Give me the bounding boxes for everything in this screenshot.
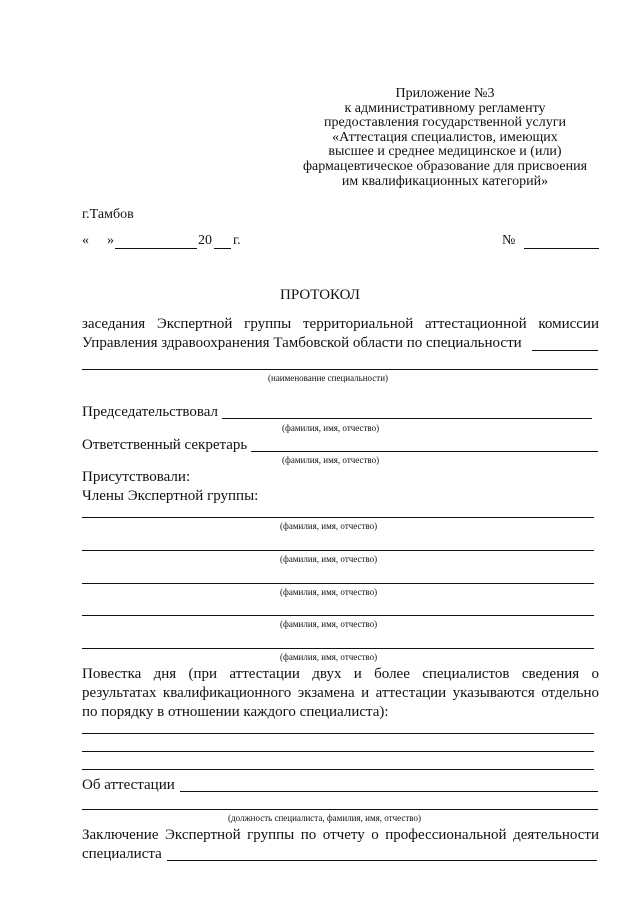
attestation-line[interactable]: [180, 791, 598, 792]
header-line-7: им квалификационных категорий»: [341, 173, 549, 189]
conclusion-line-1: Заключение Экспертной группы по отчету о профессиональной деятельности: [82, 827, 599, 843]
header-line-1: Приложение №3: [395, 86, 495, 101]
attestation-label: Об аттестации: [82, 777, 175, 793]
member-line[interactable]: [82, 615, 594, 616]
conclusion-line[interactable]: [167, 860, 597, 861]
date-open-quote: «: [82, 233, 89, 248]
date-year-suffix: г.: [233, 233, 241, 248]
header-line-5: высшее и среднее медицинское и (или): [328, 144, 562, 160]
members-label: Члены Экспертной группы:: [82, 488, 259, 504]
member-caption: (фамилия, имя, отчество): [280, 652, 378, 662]
member-line[interactable]: [82, 517, 594, 518]
number-sign: №: [502, 233, 516, 248]
agenda-line-3: по порядку в отношении каждого специалиста):: [82, 704, 389, 720]
specialty-short-line[interactable]: [532, 350, 598, 351]
header-line-2: к административному регламенту: [344, 100, 546, 116]
city-label: г.Тамбов: [82, 207, 134, 222]
chairman-line[interactable]: [222, 418, 592, 419]
meeting-line-1: заседания Экспертной группы территориальной аттестационной комиссии: [82, 316, 599, 332]
agenda-answer-line[interactable]: [82, 751, 594, 752]
member-caption: (фамилия, имя, отчество): [280, 521, 378, 531]
member-caption: (фамилия, имя, отчество): [280, 554, 378, 564]
document-title: ПРОТОКОЛ: [280, 287, 360, 303]
conclusion-line-2: специалиста: [82, 846, 162, 862]
member-caption: (фамилия, имя, отчество): [280, 619, 378, 629]
secretary-caption: (фамилия, имя, отчество): [282, 455, 380, 465]
secretary-label: Ответственный секретарь: [82, 437, 248, 453]
member-caption: (фамилия, имя, отчество): [280, 587, 378, 597]
member-line[interactable]: [82, 648, 594, 649]
chairman-caption: (фамилия, имя, отчество): [282, 423, 380, 433]
date-year-prefix: 20: [198, 233, 212, 248]
agenda-line-1: Повестка дня (при аттестации двух и более специалистов сведения о: [82, 666, 599, 682]
specialty-line[interactable]: [82, 369, 598, 370]
date-month-line[interactable]: [115, 248, 197, 249]
date-close-quote: »: [107, 233, 114, 248]
agenda-answer-line[interactable]: [82, 733, 594, 734]
specialty-caption: (наименование специальности): [268, 373, 389, 383]
chairman-label: Председательствовал: [82, 404, 219, 420]
attestation-caption: (должность специалиста, фамилия, имя, отчество): [228, 813, 421, 823]
appendix-header: [280, 87, 610, 189]
header-line-4: «Аттестация специалистов, имеющих: [332, 129, 558, 145]
member-line[interactable]: [82, 583, 594, 584]
present-label: Присутствовали:: [82, 469, 191, 485]
meeting-line-2: Управления здравоохранения Тамбовской области по специальности: [82, 335, 522, 351]
agenda-line-2: результатах квалификационного экзамена и аттестации указываются отдельно: [82, 685, 599, 701]
agenda-answer-line[interactable]: [82, 769, 594, 770]
header-line-3: предоставления государственной услуги: [324, 115, 566, 131]
header-line-6: фармацевтическое образование для присвоения: [302, 158, 588, 174]
number-line[interactable]: [524, 248, 599, 249]
member-line[interactable]: [82, 550, 594, 551]
date-year-line[interactable]: [214, 248, 231, 249]
secretary-line[interactable]: [251, 451, 598, 452]
attestation-second-line[interactable]: [82, 809, 598, 810]
